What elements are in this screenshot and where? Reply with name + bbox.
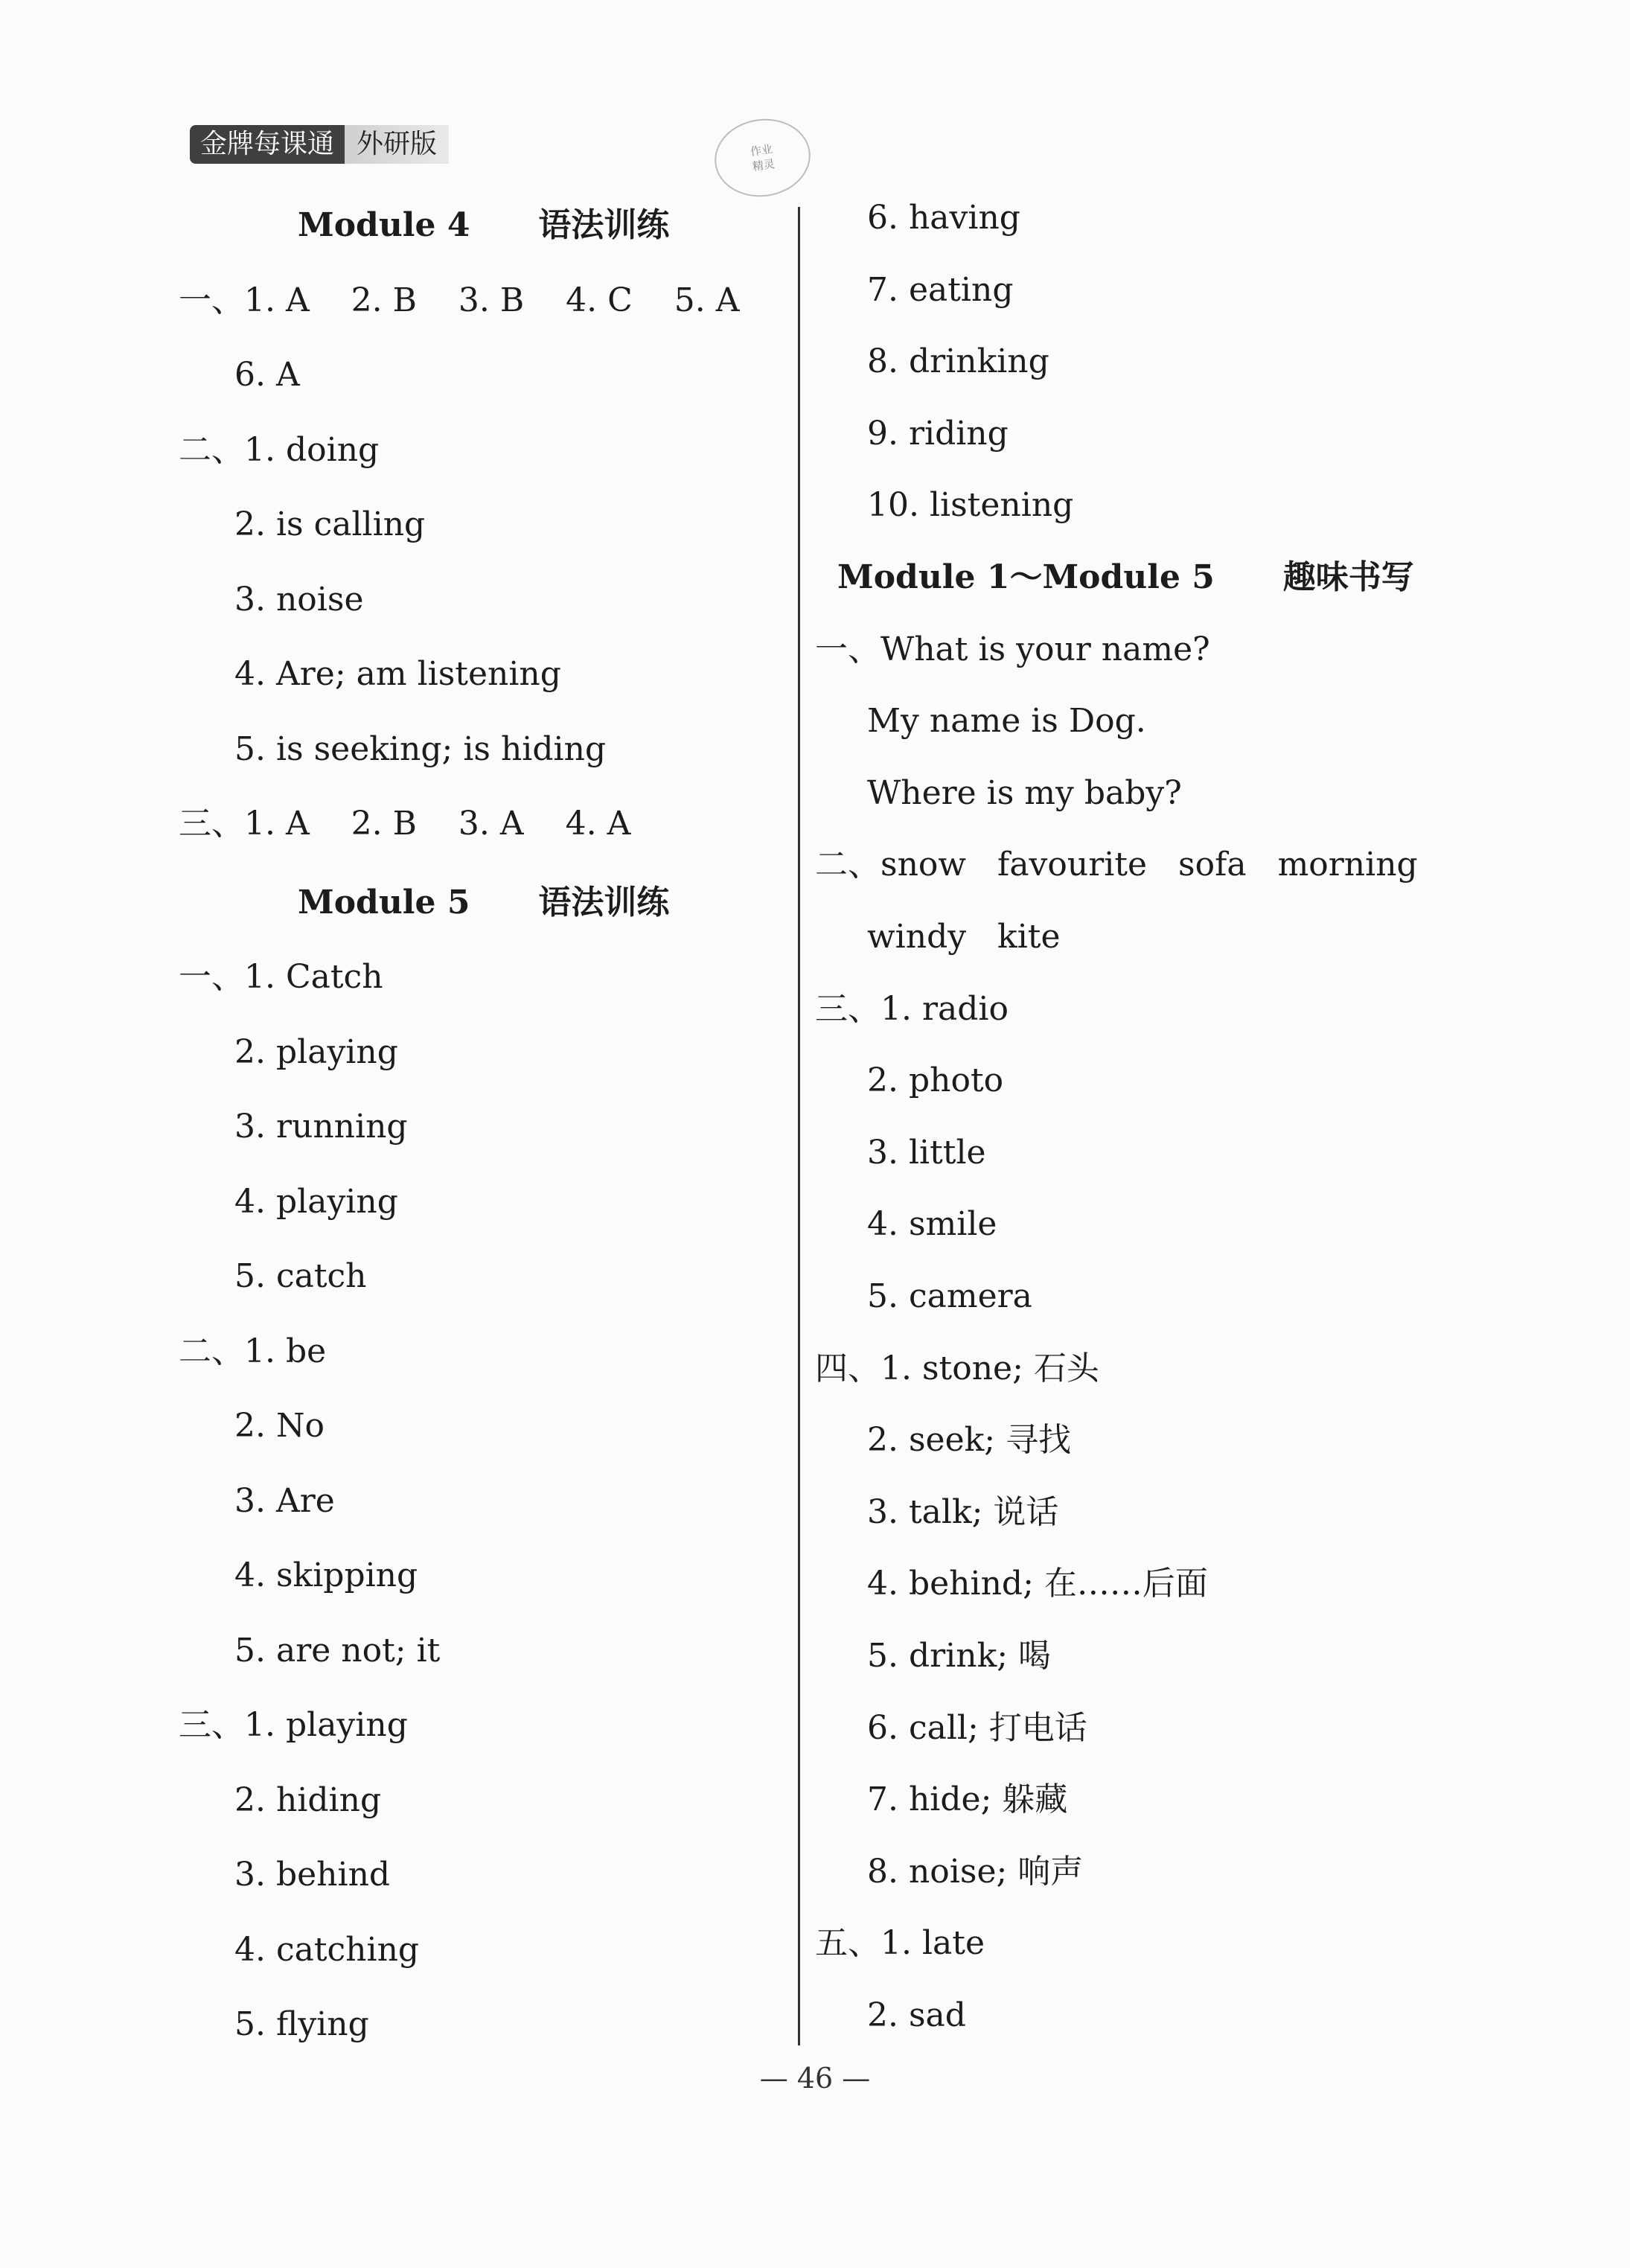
answer-line: 一、1. A 2. B 3. B 4. C 5. A [179,281,740,319]
answer-line: 2. sad [867,1996,966,2034]
answer-line: 5. catch [234,1257,367,1295]
answer-line: 3. running [234,1108,408,1146]
answer-line: 2. is calling [234,505,426,543]
answer-line: 3. noise [234,580,364,619]
answer-line: 四、1. stone; 石头 [815,1349,1099,1387]
series-badge [190,125,488,164]
answer-line: 5. are not; it [234,1631,441,1670]
answer-line: 二、1. be [179,1332,327,1370]
answer-line: 4. behind; 在……后面 [867,1565,1208,1603]
answer-line: 10. listening [867,486,1074,525]
answer-line: 2. hiding [234,1780,382,1819]
answer-line: 3. little [867,1133,986,1172]
answer-line: My name is Dog. [867,702,1146,741]
answer-line: 4. catching [234,1930,420,1969]
answer-line: 5. camera [867,1277,1032,1315]
answer-line: 7. eating [867,270,1014,309]
answer-line: 2. photo [867,1061,1004,1100]
answer-line: 2. seek; 寻找 [867,1421,1072,1460]
brand-label: 金牌每课通 [190,125,345,164]
answer-line: 9. riding [867,414,1009,453]
answer-line: 五、1. late [815,1924,985,1963]
page-number: — 46 — [759,2062,871,2095]
answer-line: 2. No [234,1407,325,1445]
answer-line: 一、What is your name? [815,630,1210,668]
answer-line: 2. playing [234,1032,398,1071]
answer-line: windy kite [867,918,1061,956]
answer-line: 8. drinking [867,342,1049,381]
stamp-line: 精灵 [751,156,776,173]
answer-line: 三、1. radio [815,989,1009,1028]
answer-line: 5. flying [234,2005,369,2043]
answer-line: 二、snow favourite sofa morning [815,846,1418,884]
answer-line: 3. talk; 说话 [867,1492,1059,1531]
answer-line: 6. call; 打电话 [867,1708,1087,1747]
answer-line: 3. behind [234,1856,391,1894]
section-heading: Module 4 语法训练 [298,206,670,244]
answer-line: Where is my baby? [867,773,1182,812]
answer-line: 5. drink; 喝 [867,1637,1052,1675]
stamp-line: 作业 [749,141,774,159]
answer-line: 4. smile [867,1205,997,1244]
answer-line: 4. playing [234,1182,398,1221]
answer-line: 三、1. A 2. B 3. A 4. A [179,805,631,843]
stamp-logo [709,113,815,203]
answer-line: 6. A [234,356,300,394]
answer-line: 二、1. doing [179,430,380,469]
answer-line: 3. Are [234,1481,335,1520]
answer-line: 一、1. Catch [179,958,383,996]
answer-line: 7. hide; 躲藏 [867,1780,1068,1819]
answer-line: 8. noise; 响声 [867,1852,1084,1891]
answer-line: 4. skipping [234,1556,418,1594]
edition-label: 外研版 [345,125,449,164]
answer-line: 三、1. playing [179,1706,408,1744]
answer-line: 6. having [867,199,1020,237]
column-divider [798,207,800,2045]
section-heading: Module 5 语法训练 [298,883,670,921]
answer-line: 4. Are; am listening [234,655,561,693]
answer-line: 5. is seeking; is hiding [234,729,607,768]
section-heading: Module 1～Module 5 趣味书写 [837,558,1414,596]
